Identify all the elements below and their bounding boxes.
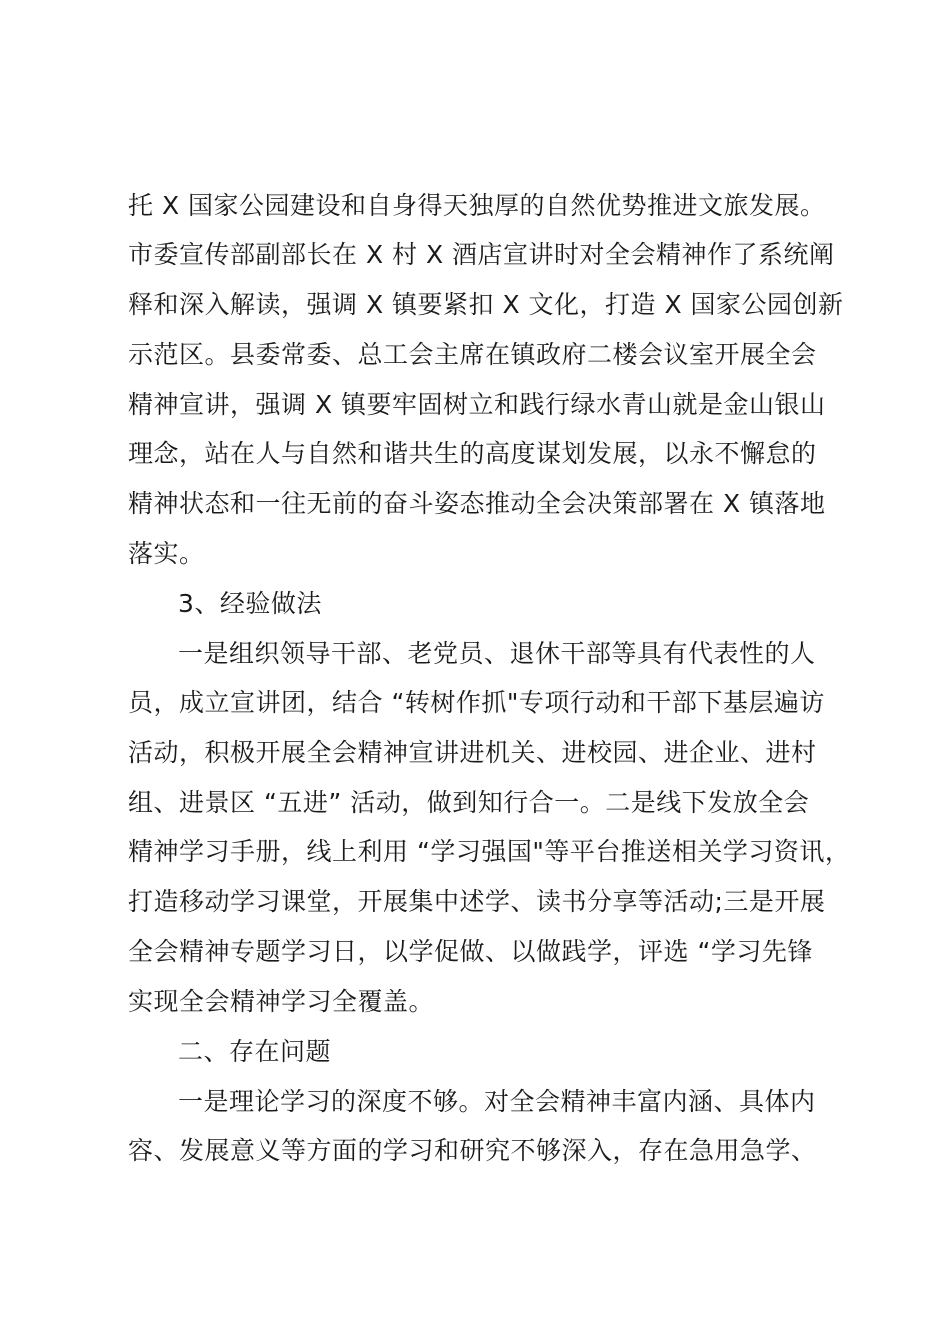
paragraph-line: 落实。 [128, 539, 205, 568]
paragraph-line: 精神学习手册，线上利用 “学习强国"等平台推送相关学习资讯， [128, 837, 851, 866]
paragraph-line: 活动，积极开展全会精神宣讲进机关、进校园、进企业、进村 [128, 738, 817, 767]
paragraph-line: 释和深入解读，强调 X 镇要紧扣 X 文化，打造 X 国家公园创新 [128, 290, 844, 319]
paragraph-line: 员，成立宣讲团，结合 “转树作抓"专项行动和干部下基层遍访 [128, 688, 825, 717]
paragraph-line: 市委宣传部副部长在 X 村 X 酒店宣讲时对全会精神作了系统阐 [128, 240, 835, 269]
paragraph-line: 托 X 国家公园建设和自身得天独厚的自然优势推进文旅发展。 [128, 191, 826, 220]
paragraph-line: 全会精神专题学习日，以学促做、以做践学，评选 “学习先锋 [128, 937, 813, 966]
paragraph-line: 精神宣讲，强调 X 镇要牢固树立和践行绿水青山就是金山银山 [128, 390, 826, 419]
paragraph-line: 一是理论学习的深度不够。对全会精神丰富内涵、具体内 [178, 1087, 816, 1116]
paragraph-line: 容、发展意义等方面的学习和研究不够深入，存在急用急学、 [128, 1136, 817, 1165]
section-heading: 二、存在问题 [178, 1037, 332, 1066]
paragraph-line: 打造移动学习课堂，开展集中述学、读书分享等活动;三是开展 [128, 887, 826, 916]
paragraph-line: 组、进景区 “五进” 活动，做到知行合一。二是线下发放全会 [128, 788, 810, 817]
paragraph-line: 一是组织领导干部、老党员、退休干部等具有代表性的人 [178, 639, 816, 668]
paragraph-line: 实现全会精神学习全覆盖。 [128, 987, 435, 1016]
paragraph-line: 理念，站在人与自然和谐共生的高度谋划发展，以永不懈怠的 [128, 439, 817, 468]
paragraph-line: 示范区。县委常委、总工会主席在镇政府二楼会议室开展全会 [128, 340, 817, 369]
paragraph-line: 精神状态和一往无前的奋斗姿态推动全会决策部署在 X 镇落地 [128, 489, 826, 518]
section-heading: 3、经验做法 [178, 589, 322, 618]
